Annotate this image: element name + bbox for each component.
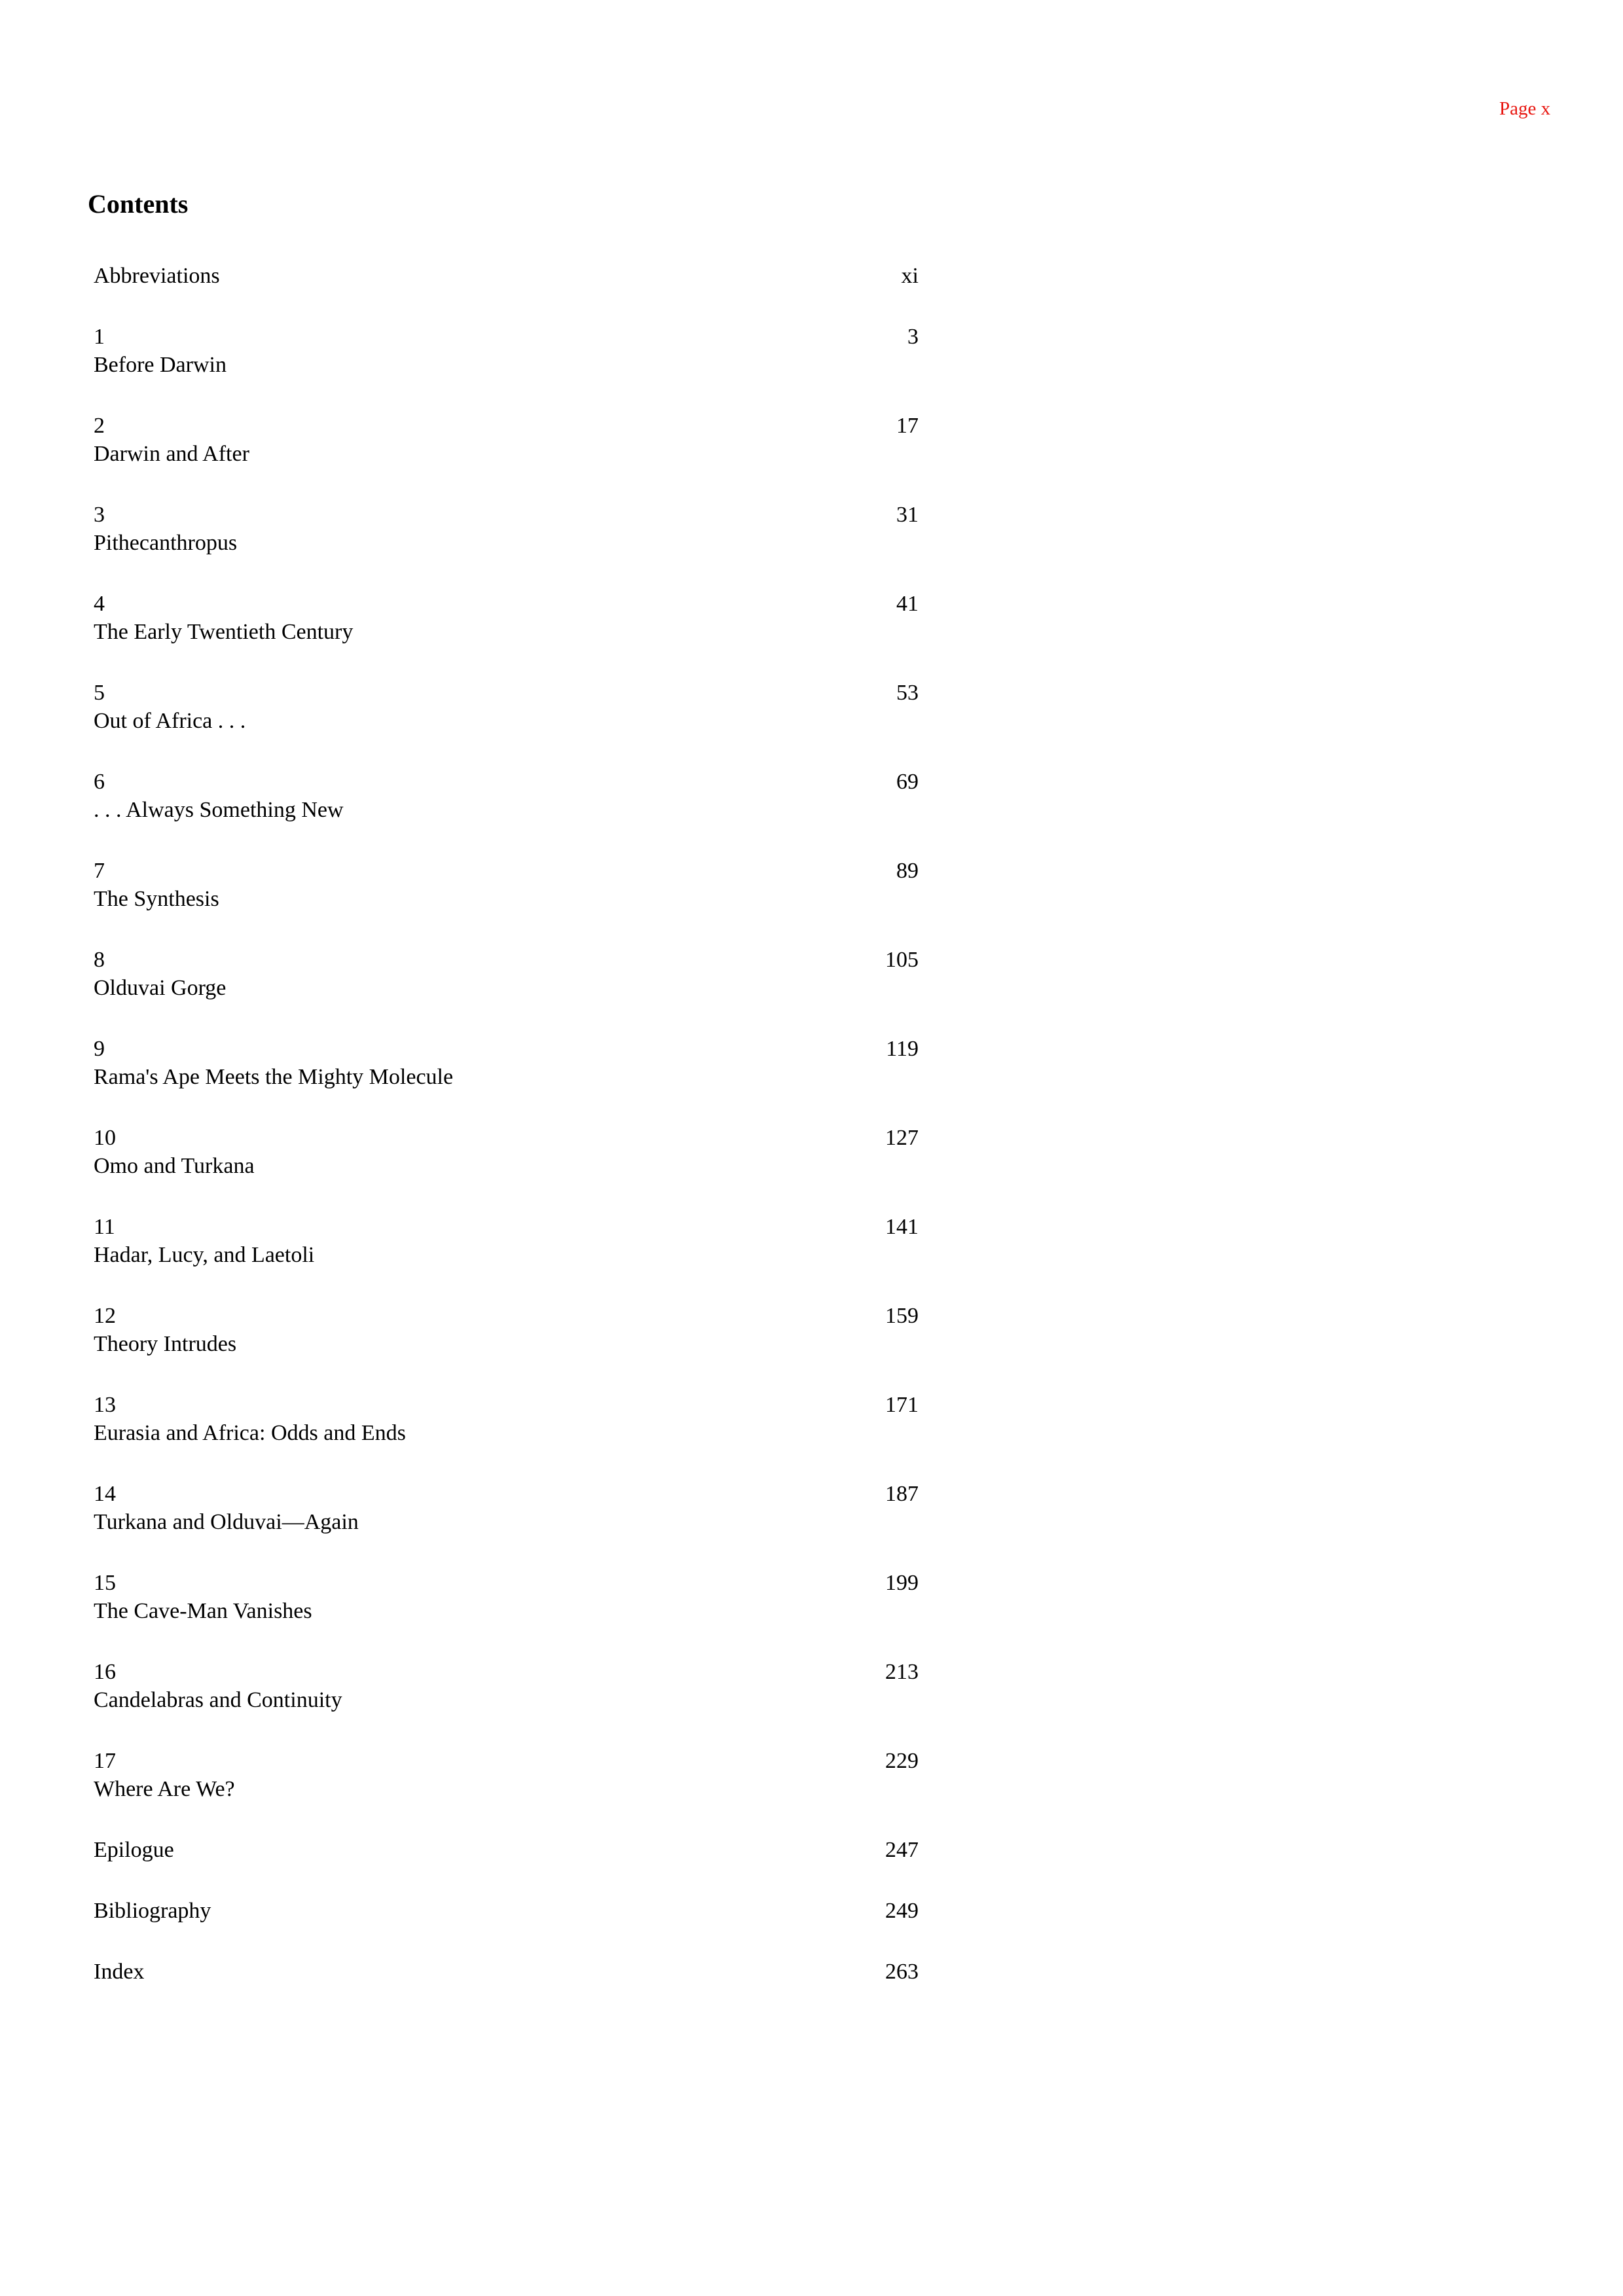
toc-entry (94, 1124, 919, 1180)
page-number: 69 (896, 770, 919, 794)
chapter-title: Index (94, 1960, 145, 1984)
toc-entry (94, 262, 919, 290)
chapter-title: Theory Intrudes (94, 1332, 237, 1356)
page-number: 187 (885, 1482, 919, 1506)
chapter-title: Before Darwin (94, 353, 227, 377)
chapter-number: 2 (94, 414, 105, 438)
toc-entry-text (94, 1658, 342, 1714)
page-number: 171 (885, 1393, 919, 1417)
toc-entry-text (94, 1213, 314, 1269)
chapter-number: 7 (94, 859, 105, 883)
toc-entry (94, 1035, 919, 1091)
toc-entry-text (94, 1035, 453, 1091)
toc-entry-text (94, 1391, 406, 1447)
page-number: 213 (885, 1660, 919, 1684)
chapter-number: 11 (94, 1215, 115, 1239)
chapter-number: 15 (94, 1571, 116, 1595)
chapter-number: 6 (94, 770, 105, 794)
toc-entry-text (94, 323, 227, 379)
toc-entry-text (94, 1569, 312, 1625)
page-number: 3 (907, 325, 919, 349)
toc-entry (94, 679, 919, 735)
toc-entry-text (94, 1897, 211, 1925)
toc-entry-text (94, 1836, 174, 1864)
page-number: 229 (885, 1749, 919, 1773)
toc-entry (94, 1958, 919, 1986)
toc-entry-text (94, 262, 220, 290)
chapter-title: Eurasia and Africa: Odds and Ends (94, 1421, 406, 1445)
chapter-title: Omo and Turkana (94, 1154, 255, 1178)
toc-entry (94, 1302, 919, 1358)
toc-entry-text (94, 1302, 236, 1358)
toc-entry-text (94, 590, 353, 646)
toc-entry (94, 768, 919, 824)
toc-entry (94, 1569, 919, 1625)
chapter-title: Darwin and After (94, 442, 249, 466)
toc-entry-text (94, 1747, 235, 1803)
page-number: 263 (885, 1960, 919, 1984)
chapter-title: Hadar, Lucy, and Laetoli (94, 1243, 315, 1267)
chapter-title: The Early Twentieth Century (94, 620, 354, 644)
page-number: 159 (885, 1304, 919, 1328)
chapter-title: Bibliography (94, 1899, 211, 1923)
chapter-number: 5 (94, 681, 105, 705)
chapter-title: Out of Africa . . . (94, 709, 246, 733)
toc-entry (94, 412, 919, 468)
page-number: 127 (885, 1126, 919, 1150)
chapter-title: Abbreviations (94, 264, 220, 288)
page-number: xi (901, 264, 919, 288)
chapter-number: 3 (94, 503, 105, 527)
toc-entry (94, 1658, 919, 1714)
toc-entry (94, 501, 919, 557)
toc-entry-text (94, 946, 226, 1002)
toc-entry (94, 1836, 919, 1864)
toc-entry (94, 857, 919, 913)
toc-entry (94, 1213, 919, 1269)
page-number: 17 (896, 414, 919, 438)
page-number: 247 (885, 1838, 919, 1862)
page-number: 199 (885, 1571, 919, 1595)
chapter-number: 17 (94, 1749, 116, 1773)
toc-entry-text (94, 768, 344, 824)
toc-entry-text (94, 501, 237, 557)
toc-entry (94, 1391, 919, 1447)
chapter-number: 4 (94, 592, 105, 616)
page-number: 141 (885, 1215, 919, 1239)
toc-entry-text (94, 857, 219, 913)
contents-heading: Contents (88, 189, 189, 219)
page-number: 89 (896, 859, 919, 883)
toc-entry (94, 590, 919, 646)
page-number: 41 (896, 592, 919, 616)
chapter-number: 10 (94, 1126, 116, 1150)
page-number: 53 (896, 681, 919, 705)
chapter-title: Where Are We? (94, 1777, 235, 1801)
chapter-title: Pithecanthropus (94, 531, 238, 555)
page-number: 105 (885, 948, 919, 972)
toc-entry (94, 1897, 919, 1925)
chapter-title: Epilogue (94, 1838, 174, 1862)
toc-entry-text (94, 1480, 359, 1536)
toc-entry-text (94, 679, 246, 735)
chapter-number: 12 (94, 1304, 116, 1328)
chapter-title: The Synthesis (94, 887, 219, 911)
chapter-number: 16 (94, 1660, 116, 1684)
chapter-title: Turkana and Olduvai—Again (94, 1510, 359, 1534)
toc-entry (94, 1747, 919, 1803)
chapter-title: Olduvai Gorge (94, 976, 227, 1000)
chapter-title: Rama's Ape Meets the Mighty Molecule (94, 1065, 454, 1089)
toc-entry-text (94, 412, 249, 468)
table-of-contents (94, 262, 919, 2018)
toc-entry-text (94, 1958, 144, 1986)
chapter-title: . . . Always Something New (94, 798, 344, 822)
page-number: 119 (886, 1037, 919, 1061)
chapter-title: The Cave-Man Vanishes (94, 1599, 312, 1623)
toc-entry-text (94, 1124, 255, 1180)
toc-entry (94, 946, 919, 1002)
page-number: 249 (885, 1899, 919, 1923)
chapter-number: 14 (94, 1482, 116, 1506)
page-label: Page x (1499, 98, 1551, 119)
toc-entry (94, 1480, 919, 1536)
chapter-number: 1 (94, 325, 105, 349)
chapter-number: 9 (94, 1037, 105, 1061)
chapter-number: 8 (94, 948, 105, 972)
toc-entry (94, 323, 919, 379)
chapter-title: Candelabras and Continuity (94, 1688, 342, 1712)
chapter-number: 13 (94, 1393, 116, 1417)
page-number: 31 (896, 503, 919, 527)
